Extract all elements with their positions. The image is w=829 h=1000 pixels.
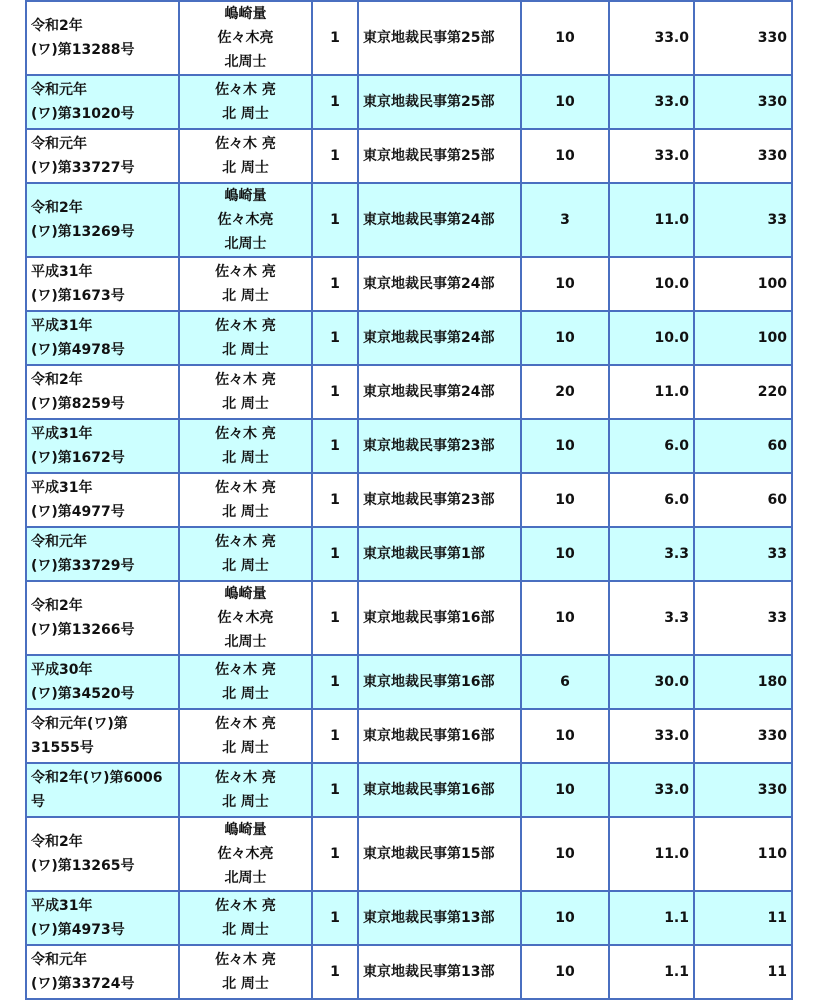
- court-cell: 東京地裁民事第23部: [358, 419, 521, 473]
- case-number-cell: [26, 581, 179, 655]
- attorney-names-cell: [179, 183, 312, 257]
- case-number-cell-line: (ワ)第13288号: [31, 42, 135, 58]
- case-table: [25, 0, 793, 1000]
- value-b-cell: 33.0: [609, 75, 694, 129]
- case-number-cell: [26, 763, 179, 817]
- table-row: [26, 527, 792, 581]
- case-number-cell-line: (ワ)第1672号: [31, 450, 125, 466]
- case-table-body: [26, 1, 792, 999]
- value-b-cell: 33.0: [609, 129, 694, 183]
- value-c-cell: 330: [694, 75, 792, 129]
- value-a-cell: 10: [521, 473, 609, 527]
- attorney-names-cell-line: 北 周士: [222, 922, 269, 938]
- table-row: [26, 419, 792, 473]
- attorney-names-cell: [179, 945, 312, 999]
- attorney-names-cell-line: 佐々木 亮: [215, 82, 276, 98]
- attorney-names-cell: [179, 891, 312, 945]
- table-row: [26, 365, 792, 419]
- attorney-names-cell-line: 北 周士: [222, 396, 269, 412]
- attorney-names-cell-line: 北 周士: [222, 106, 269, 122]
- court-cell: 東京地裁民事第24部: [358, 257, 521, 311]
- table-row: [26, 655, 792, 709]
- case-number-cell-line: 令和元年: [31, 136, 87, 152]
- table-row: [26, 891, 792, 945]
- value-c-cell: 33: [694, 581, 792, 655]
- attorney-names-cell-line: 北 周士: [222, 342, 269, 358]
- court-cell: 東京地裁民事第24部: [358, 311, 521, 365]
- case-number-cell: [26, 183, 179, 257]
- count-cell: 1: [312, 419, 358, 473]
- attorney-names-cell: [179, 473, 312, 527]
- value-a-cell: 10: [521, 129, 609, 183]
- value-c-cell: 60: [694, 419, 792, 473]
- value-b-cell: 6.0: [609, 419, 694, 473]
- table-row: [26, 581, 792, 655]
- value-a-cell: 10: [521, 419, 609, 473]
- value-b-cell: 3.3: [609, 581, 694, 655]
- case-number-cell-line: (ワ)第13266号: [31, 622, 135, 638]
- attorney-names-cell: [179, 1, 312, 75]
- attorney-names-cell-line: 嶋崎量: [224, 188, 267, 204]
- value-b-cell: 33.0: [609, 763, 694, 817]
- value-b-cell: 30.0: [609, 655, 694, 709]
- value-c-cell: 100: [694, 257, 792, 311]
- value-c-cell: 330: [694, 129, 792, 183]
- court-cell: 東京地裁民事第23部: [358, 473, 521, 527]
- case-number-cell-line: (ワ)第13265号: [31, 858, 135, 874]
- value-c-cell: 330: [694, 709, 792, 763]
- value-b-cell: 3.3: [609, 527, 694, 581]
- count-cell: 1: [312, 75, 358, 129]
- case-number-cell-line: (ワ)第33729号: [31, 558, 135, 574]
- attorney-names-cell-line: 佐々木亮: [217, 610, 274, 626]
- attorney-names-cell-line: 佐々木 亮: [215, 318, 276, 334]
- value-a-cell: 6: [521, 655, 609, 709]
- case-number-cell-line: 31555号: [31, 740, 94, 756]
- value-b-cell: 10.0: [609, 257, 694, 311]
- attorney-names-cell-line: 北 周士: [222, 288, 269, 304]
- count-cell: 1: [312, 311, 358, 365]
- attorney-names-cell: [179, 365, 312, 419]
- case-number-cell: [26, 709, 179, 763]
- value-c-cell: 110: [694, 817, 792, 891]
- case-number-cell: [26, 473, 179, 527]
- case-number-cell: [26, 1, 179, 75]
- attorney-names-cell-line: 北周士: [224, 634, 267, 650]
- case-number-cell-line: (ワ)第1673号: [31, 288, 125, 304]
- case-number-cell-line: 令和2年: [31, 18, 83, 34]
- count-cell: 1: [312, 581, 358, 655]
- attorney-names-cell-line: 北 周士: [222, 794, 269, 810]
- value-a-cell: 10: [521, 311, 609, 365]
- case-number-cell-line: 令和元年: [31, 82, 87, 98]
- case-number-cell-line: (ワ)第33727号: [31, 160, 135, 176]
- case-number-cell-line: 平成31年: [31, 318, 93, 334]
- case-number-cell: [26, 311, 179, 365]
- value-b-cell: 11.0: [609, 365, 694, 419]
- court-cell: 東京地裁民事第25部: [358, 75, 521, 129]
- table-row: [26, 257, 792, 311]
- attorney-names-cell-line: 佐々木亮: [217, 846, 274, 862]
- value-c-cell: 330: [694, 1, 792, 75]
- case-number-cell-line: 令和2年(ワ)第6006: [31, 770, 163, 786]
- count-cell: 1: [312, 763, 358, 817]
- count-cell: 1: [312, 129, 358, 183]
- case-number-cell-line: 令和2年: [31, 200, 83, 216]
- court-cell: 東京地裁民事第24部: [358, 365, 521, 419]
- count-cell: 1: [312, 655, 358, 709]
- value-b-cell: 10.0: [609, 311, 694, 365]
- value-b-cell: 33.0: [609, 709, 694, 763]
- attorney-names-cell-line: 北 周士: [222, 504, 269, 520]
- count-cell: 1: [312, 365, 358, 419]
- case-number-cell-line: (ワ)第4977号: [31, 504, 125, 520]
- attorney-names-cell: [179, 257, 312, 311]
- attorney-names-cell-line: 北周士: [224, 236, 267, 252]
- case-number-cell: [26, 75, 179, 129]
- value-a-cell: 10: [521, 527, 609, 581]
- court-cell: 東京地裁民事第16部: [358, 709, 521, 763]
- case-number-cell: [26, 817, 179, 891]
- attorney-names-cell: [179, 129, 312, 183]
- case-number-cell-line: (ワ)第13269号: [31, 224, 135, 240]
- value-b-cell: 1.1: [609, 945, 694, 999]
- case-number-cell-line: 号: [31, 794, 45, 810]
- value-a-cell: 10: [521, 257, 609, 311]
- value-c-cell: 11: [694, 891, 792, 945]
- table-row: [26, 709, 792, 763]
- value-a-cell: 20: [521, 365, 609, 419]
- value-c-cell: 11: [694, 945, 792, 999]
- value-a-cell: 3: [521, 183, 609, 257]
- attorney-names-cell-line: 北 周士: [222, 160, 269, 176]
- attorney-names-cell-line: 佐々木 亮: [215, 662, 276, 678]
- table-row: [26, 945, 792, 999]
- case-number-cell-line: (ワ)第33724号: [31, 976, 135, 992]
- attorney-names-cell: [179, 311, 312, 365]
- attorney-names-cell-line: 嶋崎量: [224, 822, 267, 838]
- case-number-cell-line: (ワ)第8259号: [31, 396, 125, 412]
- count-cell: 1: [312, 945, 358, 999]
- court-cell: 東京地裁民事第25部: [358, 1, 521, 75]
- value-c-cell: 330: [694, 763, 792, 817]
- case-number-cell-line: (ワ)第34520号: [31, 686, 135, 702]
- table-row: [26, 763, 792, 817]
- value-b-cell: 11.0: [609, 183, 694, 257]
- case-number-cell: [26, 891, 179, 945]
- attorney-names-cell: [179, 817, 312, 891]
- attorney-names-cell-line: 北 周士: [222, 558, 269, 574]
- attorney-names-cell-line: 佐々木亮: [217, 212, 274, 228]
- case-number-cell-line: 令和2年: [31, 834, 83, 850]
- count-cell: 1: [312, 817, 358, 891]
- case-number-cell-line: 令和元年: [31, 534, 87, 550]
- court-cell: 東京地裁民事第16部: [358, 655, 521, 709]
- value-b-cell: 33.0: [609, 1, 694, 75]
- court-cell: 東京地裁民事第24部: [358, 183, 521, 257]
- value-a-cell: 10: [521, 1, 609, 75]
- case-number-cell-line: (ワ)第31020号: [31, 106, 135, 122]
- court-cell: 東京地裁民事第1部: [358, 527, 521, 581]
- table-row: [26, 183, 792, 257]
- attorney-names-cell-line: 北 周士: [222, 686, 269, 702]
- value-b-cell: 1.1: [609, 891, 694, 945]
- case-number-cell-line: 平成31年: [31, 480, 93, 496]
- attorney-names-cell-line: 佐々木 亮: [215, 426, 276, 442]
- table-row: [26, 1, 792, 75]
- case-number-cell: [26, 419, 179, 473]
- case-number-cell-line: 令和2年: [31, 598, 83, 614]
- attorney-names-cell: [179, 655, 312, 709]
- court-cell: 東京地裁民事第13部: [358, 891, 521, 945]
- count-cell: 1: [312, 527, 358, 581]
- attorney-names-cell: [179, 709, 312, 763]
- attorney-names-cell: [179, 75, 312, 129]
- attorney-names-cell-line: 佐々木 亮: [215, 136, 276, 152]
- table-row: [26, 311, 792, 365]
- attorney-names-cell-line: 北周士: [224, 870, 267, 886]
- attorney-names-cell-line: 北周士: [224, 54, 267, 70]
- attorney-names-cell: [179, 419, 312, 473]
- attorney-names-cell-line: 佐々木 亮: [215, 952, 276, 968]
- attorney-names-cell: [179, 581, 312, 655]
- court-cell: 東京地裁民事第25部: [358, 129, 521, 183]
- case-number-cell-line: (ワ)第4973号: [31, 922, 125, 938]
- court-cell: 東京地裁民事第16部: [358, 763, 521, 817]
- attorney-names-cell: [179, 527, 312, 581]
- case-number-cell: [26, 655, 179, 709]
- court-cell: 東京地裁民事第13部: [358, 945, 521, 999]
- case-number-cell-line: 平成31年: [31, 898, 93, 914]
- count-cell: 1: [312, 183, 358, 257]
- case-number-cell-line: 平成31年: [31, 426, 93, 442]
- case-number-cell-line: 平成30年: [31, 662, 93, 678]
- table-row: [26, 75, 792, 129]
- attorney-names-cell-line: 佐々木 亮: [215, 716, 276, 732]
- value-a-cell: 10: [521, 891, 609, 945]
- count-cell: 1: [312, 891, 358, 945]
- attorney-names-cell-line: 佐々木 亮: [215, 898, 276, 914]
- case-number-cell: [26, 945, 179, 999]
- value-c-cell: 60: [694, 473, 792, 527]
- attorney-names-cell-line: 佐々木亮: [217, 30, 274, 46]
- attorney-names-cell: [179, 763, 312, 817]
- count-cell: 1: [312, 473, 358, 527]
- case-number-cell-line: 令和2年: [31, 372, 83, 388]
- value-a-cell: 10: [521, 709, 609, 763]
- case-number-cell: [26, 129, 179, 183]
- value-c-cell: 33: [694, 183, 792, 257]
- value-c-cell: 180: [694, 655, 792, 709]
- value-c-cell: 220: [694, 365, 792, 419]
- value-b-cell: 11.0: [609, 817, 694, 891]
- attorney-names-cell-line: 北 周士: [222, 740, 269, 756]
- attorney-names-cell-line: 佐々木 亮: [215, 372, 276, 388]
- value-c-cell: 100: [694, 311, 792, 365]
- value-a-cell: 10: [521, 75, 609, 129]
- count-cell: 1: [312, 1, 358, 75]
- case-number-cell-line: 令和元年(ワ)第: [31, 716, 128, 732]
- attorney-names-cell-line: 佐々木 亮: [215, 534, 276, 550]
- value-a-cell: 10: [521, 581, 609, 655]
- value-a-cell: 10: [521, 817, 609, 891]
- count-cell: 1: [312, 709, 358, 763]
- attorney-names-cell-line: 北 周士: [222, 976, 269, 992]
- case-number-cell-line: (ワ)第4978号: [31, 342, 125, 358]
- attorney-names-cell-line: 佐々木 亮: [215, 480, 276, 496]
- value-a-cell: 10: [521, 763, 609, 817]
- attorney-names-cell-line: 北 周士: [222, 450, 269, 466]
- case-number-cell: [26, 257, 179, 311]
- attorney-names-cell-line: 佐々木 亮: [215, 770, 276, 786]
- court-cell: 東京地裁民事第16部: [358, 581, 521, 655]
- count-cell: 1: [312, 257, 358, 311]
- attorney-names-cell-line: 嶋崎量: [224, 586, 267, 602]
- attorney-names-cell-line: 佐々木 亮: [215, 264, 276, 280]
- case-number-cell-line: 令和元年: [31, 952, 87, 968]
- table-row: [26, 473, 792, 527]
- value-c-cell: 33: [694, 527, 792, 581]
- value-b-cell: 6.0: [609, 473, 694, 527]
- case-number-cell-line: 平成31年: [31, 264, 93, 280]
- table-row: [26, 817, 792, 891]
- attorney-names-cell-line: 嶋崎量: [224, 6, 267, 22]
- case-number-cell: [26, 527, 179, 581]
- table-row: [26, 129, 792, 183]
- value-a-cell: 10: [521, 945, 609, 999]
- court-cell: 東京地裁民事第15部: [358, 817, 521, 891]
- case-number-cell: [26, 365, 179, 419]
